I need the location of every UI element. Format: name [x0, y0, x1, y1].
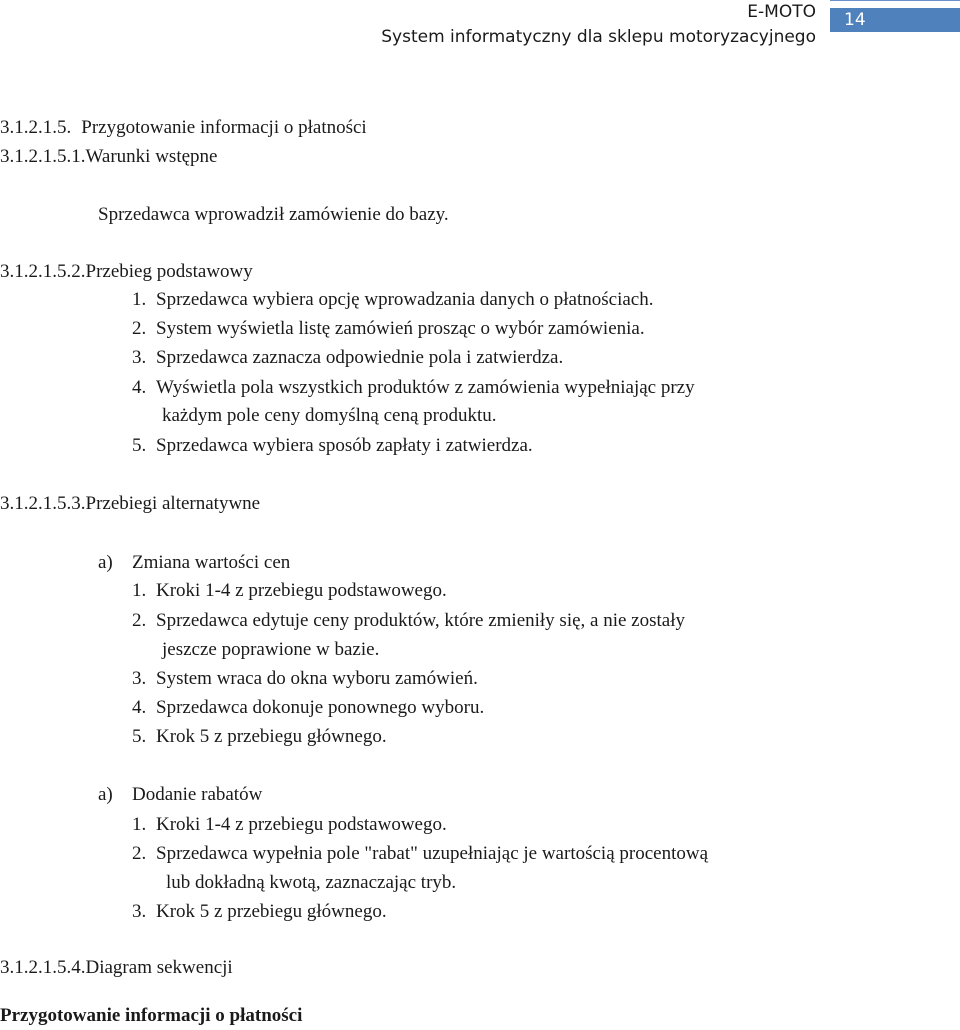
basic-step: [132, 435, 533, 457]
alt-flow-label: a): [98, 552, 113, 573]
alt-step: [132, 610, 685, 632]
step-number: 4.: [132, 697, 147, 718]
header-text: [381, 0, 816, 50]
header-app-name: E-MOTO: [747, 2, 816, 22]
step-number: 4.: [132, 377, 147, 398]
step-continuation: jeszcze poprawione w bazie.: [162, 639, 380, 660]
alt-flow-title: [98, 552, 290, 574]
sequence-diagram-heading: 3.1.2.1.5.4.Diagram sekwencji: [0, 957, 233, 978]
basic-step: [132, 289, 653, 311]
step-number: 3.: [132, 347, 147, 368]
alt-flow-title-text: Zmiana wartości cen: [132, 552, 291, 573]
step-number: 2.: [132, 318, 147, 339]
sequence-diagram-caption: Przygotowanie informacji o płatności: [0, 1005, 303, 1026]
step-text: Sprzedawca wybiera sposób zapłaty i zatwierdza.: [156, 435, 533, 456]
step-number: 5.: [132, 435, 147, 456]
step-text: Sprzedawca edytuje ceny produktów, które zmieniły się, a nie zostały: [156, 610, 686, 631]
step-text: Sprzedawca zaznacza odpowiednie pola i zatwierdza.: [156, 347, 564, 368]
page-number: 14: [844, 10, 866, 30]
step-text: Krok 5 z przebiegu głównego.: [156, 901, 387, 922]
step-text: Kroki 1-4 z przebiegu podstawowego.: [156, 814, 447, 835]
step-number: 3.: [132, 901, 147, 922]
alt-flow-title: [98, 784, 262, 806]
basic-step: [132, 377, 695, 399]
step-number: 1.: [132, 580, 147, 601]
basic-flow-heading: 3.1.2.1.5.2.Przebieg podstawowy: [0, 261, 253, 282]
step-text: Krok 5 z przebiegu głównego.: [156, 726, 387, 747]
step-text: Wyświetla pola wszystkich produktów z zamówienia wypełniając przy: [156, 377, 695, 398]
step-text: Kroki 1-4 z przebiegu podstawowego.: [156, 580, 447, 601]
preconditions-heading: 3.1.2.1.5.1.Warunki wstępne: [0, 146, 218, 167]
step-text: System wraca do okna wyboru zamówień.: [156, 668, 478, 689]
step-continuation: każdym pole ceny domyślną ceną produktu.: [162, 405, 497, 426]
step-number: 1.: [132, 289, 147, 310]
alt-flows-heading: 3.1.2.1.5.3.Przebiegi alternatywne: [0, 493, 261, 514]
alt-flow-label: a): [98, 784, 113, 805]
basic-step: [132, 347, 563, 369]
alt-step: [132, 901, 387, 923]
alt-step: [132, 843, 708, 865]
section-heading: [0, 117, 367, 139]
step-text: System wyświetla listę zamówień prosząc o wybór zamówienia.: [156, 318, 645, 339]
step-text: Sprzedawca wypełnia pole "rabat" uzupełniając je wartością procentową: [156, 843, 709, 864]
header-doc-title: System informatyczny dla sklepu motoryzacyjnego: [381, 27, 816, 47]
step-continuation: lub dokładną kwotą, zaznaczając tryb.: [166, 872, 457, 893]
alt-step: [132, 697, 484, 719]
step-number: 2.: [132, 610, 147, 631]
alt-step: [132, 814, 447, 836]
preconditions-text: Sprzedawca wprowadził zamówienie do bazy.: [98, 204, 449, 225]
step-number: 1.: [132, 814, 147, 835]
alt-flow-title-text: Dodanie rabatów: [132, 784, 263, 805]
header-rule: [830, 0, 960, 1]
step-number: 3.: [132, 668, 147, 689]
alt-step: [132, 726, 387, 748]
section-heading-number: 3.1.2.1.5.: [0, 117, 72, 138]
basic-step: [132, 318, 645, 340]
step-text: Sprzedawca dokonuje ponownego wyboru.: [156, 697, 485, 718]
step-number: 2.: [132, 843, 147, 864]
step-text: Sprzedawca wybiera opcję wprowadzania danych o płatnościach.: [156, 289, 654, 310]
section-heading-title: Przygotowanie informacji o płatności: [81, 117, 367, 138]
alt-step: [132, 668, 478, 690]
alt-step: [132, 580, 447, 602]
step-number: 5.: [132, 726, 147, 747]
